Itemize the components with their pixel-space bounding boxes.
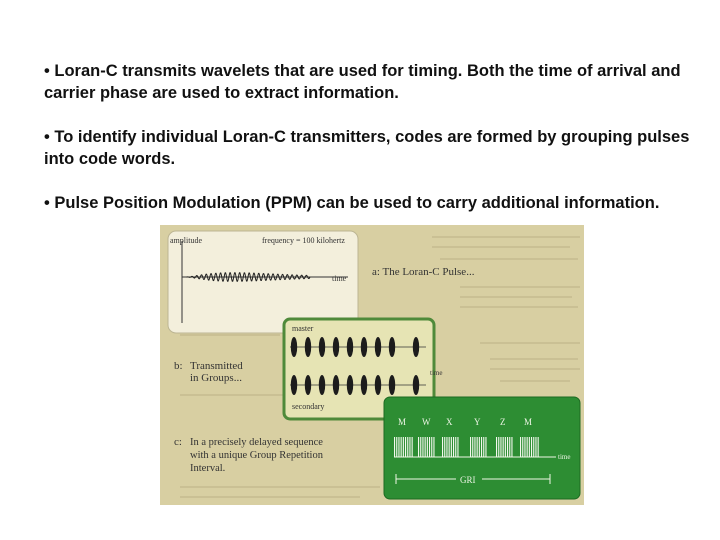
panel-c-letter: c: (174, 436, 182, 448)
station-label: M (398, 417, 407, 427)
pulse (389, 337, 395, 357)
station-pulse (442, 437, 443, 457)
station-pulse (409, 437, 410, 457)
panel-b-letter: b: (174, 360, 183, 372)
pulse (305, 337, 311, 357)
station-pulse (535, 437, 536, 457)
station-pulse (538, 437, 539, 457)
station-pulse (496, 437, 497, 457)
pulse (347, 375, 353, 395)
station-pulse (457, 437, 458, 457)
station-pulse (433, 437, 434, 457)
station-pulse (425, 437, 426, 457)
station-pulse (522, 437, 523, 457)
station-pulse (529, 437, 530, 457)
station-pulse (455, 437, 456, 457)
station-label: Z (500, 417, 506, 427)
frequency-label: frequency = 100 kilohertz (262, 236, 345, 245)
bullet-list (44, 60, 704, 236)
pulse (333, 375, 339, 395)
pulse (361, 375, 367, 395)
panel-c-caption-line-1: In a precisely delayed sequence (190, 437, 323, 448)
station-pulse (483, 437, 484, 457)
pulse (319, 337, 325, 357)
station-pulse (533, 437, 534, 457)
station-pulse (474, 437, 475, 457)
station-pulse (472, 437, 473, 457)
station-pulse (394, 437, 395, 457)
panel-c-caption-line-3: Interval. (190, 463, 226, 474)
station-pulse (427, 437, 428, 457)
station-pulse (418, 437, 419, 457)
secondary-label: secondary (292, 402, 325, 411)
pulse (347, 337, 353, 357)
station-pulse (485, 437, 486, 457)
station-pulse (500, 437, 501, 457)
station-pulse (531, 437, 532, 457)
station-pulse (398, 437, 399, 457)
station-pulse (520, 437, 521, 457)
station-pulse (527, 437, 528, 457)
pulse (333, 337, 339, 357)
pulse (319, 375, 325, 395)
pulse (413, 375, 419, 395)
pulse (291, 337, 297, 357)
station-label: X (446, 417, 453, 427)
pulse (361, 337, 367, 357)
station-pulse (412, 437, 413, 457)
station-pulse (431, 437, 432, 457)
pulse (389, 375, 395, 395)
panel-b-caption-line-1: Transmitted (190, 360, 243, 372)
station-pulse (453, 437, 454, 457)
station-pulse (451, 437, 452, 457)
station-label: Y (474, 417, 481, 427)
station-pulse (396, 437, 397, 457)
master-label: master (292, 324, 314, 333)
station-pulse (498, 437, 499, 457)
station-pulse (470, 437, 471, 457)
station-pulse (505, 437, 506, 457)
bullet-wavelets: • Loran-C transmits wavelets that are used for timing. Both the time of arrival and carrier phase are used to extract information. (44, 62, 681, 102)
station-pulse (477, 437, 478, 457)
station-pulse (511, 437, 512, 457)
station-pulse (444, 437, 445, 457)
station-pulse (481, 437, 482, 457)
pulse (413, 337, 419, 357)
pulse (375, 337, 381, 357)
gri-label: GRI (460, 475, 476, 485)
station-label: M (524, 417, 533, 427)
pulse (375, 375, 381, 395)
panel-b-time-label: time (430, 369, 443, 377)
bullet-code-words: • To identify individual Loran-C transmitters, codes are formed by grouping pulses into code words. (44, 128, 690, 168)
station-pulse (405, 437, 406, 457)
station-pulse (509, 437, 510, 457)
station-label: W (422, 417, 431, 427)
station-pulse (420, 437, 421, 457)
pulse (305, 375, 311, 395)
station-pulse (403, 437, 404, 457)
bullet-ppm: • Pulse Position Modulation (PPM) can be used to carry additional information. (44, 194, 660, 212)
panel-c-time-label: time (558, 453, 571, 461)
station-pulse (449, 437, 450, 457)
panel-c-caption-line-2: with a unique Group Repetition (190, 450, 323, 461)
station-pulse (479, 437, 480, 457)
pulse (291, 375, 297, 395)
station-pulse (507, 437, 508, 457)
station-pulse (429, 437, 430, 457)
station-pulse (422, 437, 423, 457)
station-pulse (407, 437, 408, 457)
loran-figure (160, 225, 584, 505)
panel-b-caption-line-2: in Groups... (190, 372, 242, 384)
panel-a-time-label: time (332, 274, 347, 283)
panel-a-caption: a: The Loran-C Pulse... (372, 266, 475, 278)
station-pulse (503, 437, 504, 457)
amplitude-label: amplitude (170, 236, 202, 245)
station-pulse (524, 437, 525, 457)
station-pulse (446, 437, 447, 457)
station-pulse (401, 437, 402, 457)
